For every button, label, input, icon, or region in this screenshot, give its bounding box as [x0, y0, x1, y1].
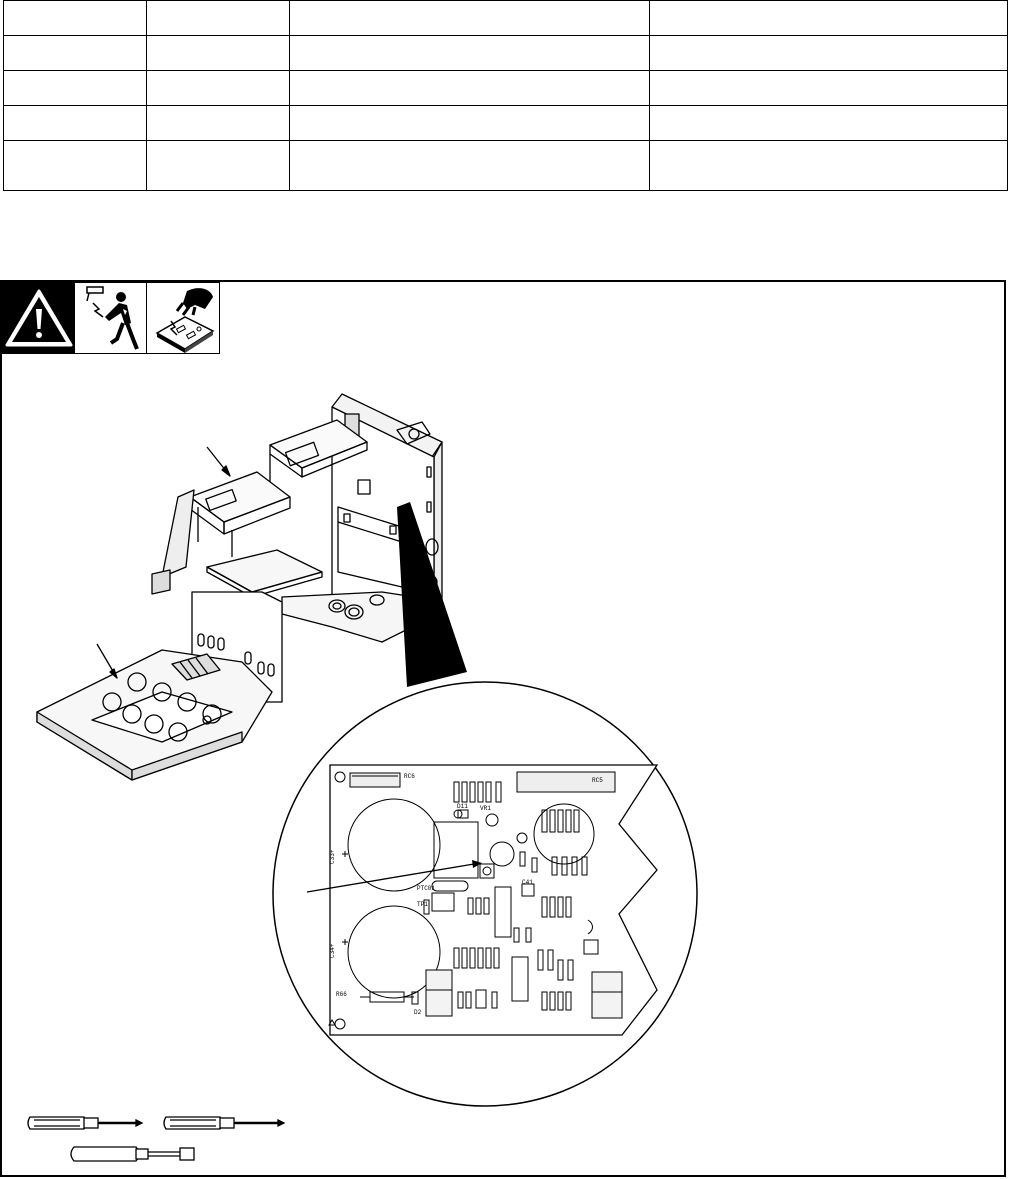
table-cell: [290, 71, 650, 106]
pcb-label: RC6: [404, 773, 415, 780]
table-cell: [147, 141, 290, 191]
illustration-panel: [0, 280, 1006, 1177]
table-cell: [4, 36, 147, 71]
table-cell: [4, 71, 147, 106]
pcb-label: VR1: [480, 805, 491, 812]
pcb-label: D11: [457, 803, 468, 810]
table-row: [4, 106, 1008, 141]
pcb-label: C33+: [329, 849, 336, 864]
table-cell: [290, 1, 650, 36]
table-cell: [290, 106, 650, 141]
table-row: [4, 1, 1008, 36]
terminal-header: [592, 972, 622, 1018]
table-row: [4, 71, 1008, 106]
pcb-detail: [329, 765, 657, 1035]
table-row: [4, 36, 1008, 71]
table-cell: [650, 1, 1008, 36]
pcb-label: C34+: [329, 943, 336, 958]
table-row: [4, 141, 1008, 191]
table-cell: [147, 71, 290, 106]
table-cell: [4, 1, 147, 36]
lower-circuit-board: [207, 550, 322, 592]
table-cell: [650, 36, 1008, 71]
exploded-chassis-drawing: [2, 282, 1004, 1175]
table-cell: [650, 106, 1008, 141]
terminal-header: [426, 970, 452, 1016]
table-cell: [650, 71, 1008, 106]
connector-rc6: [350, 773, 400, 787]
pcb-label: PTC01: [417, 885, 436, 892]
mounting-bracket: [162, 490, 194, 577]
pcb-label: TP1: [417, 901, 428, 908]
screwdriver-icon: [164, 1117, 284, 1129]
table-cell: [147, 106, 290, 141]
nut-driver-icon: [71, 1147, 194, 1161]
table-cell: [147, 1, 290, 36]
pcb-label: RC5: [592, 777, 603, 784]
table-cell: [290, 141, 650, 191]
table-cell: [290, 36, 650, 71]
table-cell: [147, 36, 290, 71]
spec-table: [3, 0, 1008, 191]
pcb-label: C41: [522, 879, 533, 886]
table-cell: [4, 106, 147, 141]
table-cell: [650, 141, 1008, 191]
pcb-label: D2: [414, 1009, 422, 1016]
screwdriver-icon: [28, 1117, 142, 1129]
table-cell: [4, 141, 147, 191]
pcb-label: R66: [336, 991, 347, 998]
